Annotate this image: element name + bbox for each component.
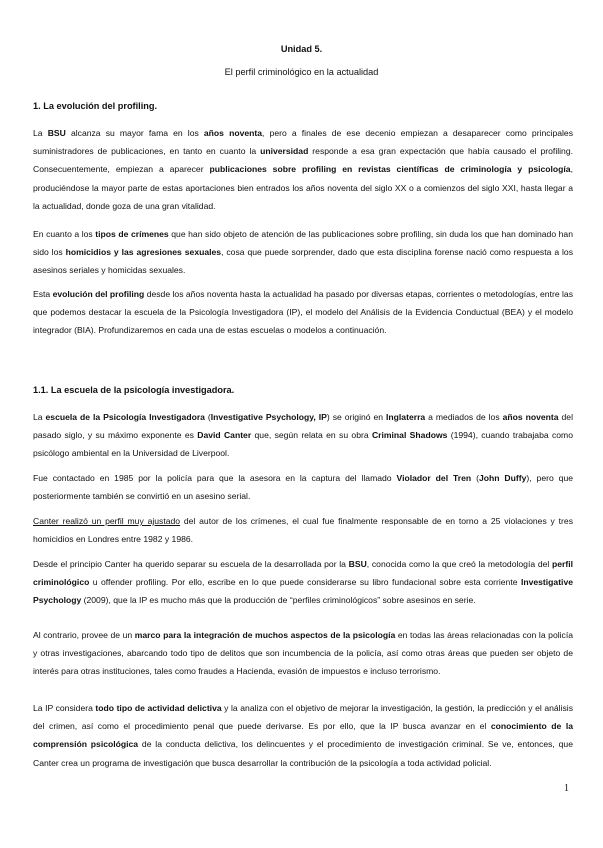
paragraph-profiling-evolution: Esta evolución del profiling desde los años noventa hasta la actualidad ha pasado por diversas etapas, corrientes o metodologías, entre las que podemos destacar la escuela de la Psicología Investigadora (IP), el modelo del Análisis de la Evidencia Conductual (BEA) y el modelo integrador (BIA). Profundizaremos en cada una de estas escuelas o modelos a continuación. — [33, 289, 573, 336]
paragraph-train-rapist: Fue contactado en 1985 por la policía para que la asesora en la captura del llamado Violador del Tren (John Duffy), pero que posteriormente también se convirtió en un asesino serial. — [33, 473, 574, 502]
document-title: El perfil criminológico en la actualidad — [224, 67, 379, 77]
paragraph-crime-types: En cuanto a los tipos de crímenes que han sido objeto de atención de las publicaciones sobre profiling, sin duda los que han dominado han sido los homicidios y las agresiones sexuales, cosa que puede sorprender, dado que esta disciplina forense nació como respuesta a los asesinos seriales y homicidas sexuales. — [33, 229, 574, 276]
section-heading-evolution: 1. La evolución del profiling. — [33, 101, 158, 111]
page-number: 1 — [564, 783, 569, 794]
paragraph-ip-scope: La IP considera todo tipo de actividad delictiva y la analiza con el objetivo de mejorar la investigación, la gestión, la predicción y el análisis del crimen, así como el procedimiento penal que puede derivarse. Es por ello, que la IP busca avanzar en el conocimiento de la comprensión psicológica de la conducta delictiva, los delincuentes y el procedimiento de investigación criminal. Se ve, entonces, que Canter crea un programa de investigación que busca desarrollar la contribución de la psicología a toda actividad policial. — [33, 703, 573, 768]
paragraph-canter-profile: Canter realizó un perfil muy ajustado del autor de los crímenes, el cual fue finalmente responsable de en torno a 25 violaciones y tres homicidios en Londres entre 1982 y 1986. — [33, 516, 573, 545]
unit-label: Unidad 5. — [280, 44, 323, 54]
paragraph-separation-bsu: Desde el principio Canter ha querido separar su escuela de la desarrollada por la BSU, conocida como la que creó la metodología del perfil criminológico u offender profiling. Por ello, escribe en lo que puede considerarse su libro fundacional sobre esta corriente Investigative Psychology (2009), que la IP es mucho más que la producción de “perfiles criminológicos” sobre asesinos en serie. — [33, 559, 573, 606]
section-heading-investigative-psychology: 1.1. La escuela de la psicología investigadora. — [33, 385, 235, 395]
paragraph-integration-framework: Al contrario, provee de un marco para la integración de muchos aspectos de la psicología en todas las áreas relacionadas con la policía y otras investigaciones, abarcando todo tipo de delitos que son incumbencia de la policía, así como otras áreas que pueden ser objeto de interés para otras instituciones, tales como fraudes a Hacienda, evasión de impuestos e incluso terrorismo. — [33, 630, 574, 677]
paragraph-bsu: La BSU alcanza su mayor fama en los años noventa, pero a finales de ese decenio empiezan a desaparecer como principales suministradores de publicaciones, en tanto en cuanto la universidad responde a esa gran expectación que había causado el profiling. Consecuentemente, empiezan a aparecer publicaciones sobre profiling en revistas científicas de criminología y psicología, produciéndose la mayor parte de estas aportaciones bien entrados los años noventa del siglo XX o a comienzos del siglo XXI, hasta llegar a la actualidad, donde goza de una gran vitalidad. — [33, 128, 573, 211]
paragraph-ip-origin: La escuela de la Psicología Investigadora (Investigative Psychology, IP) se originó en Inglaterra a mediados de los años noventa del pasado siglo, y su máximo exponente es David Canter que, según relata en su obra Criminal Shadows (1994), cuando trabajaba como psicólogo ambiental en la Universidad de Liverpool. — [33, 412, 573, 459]
